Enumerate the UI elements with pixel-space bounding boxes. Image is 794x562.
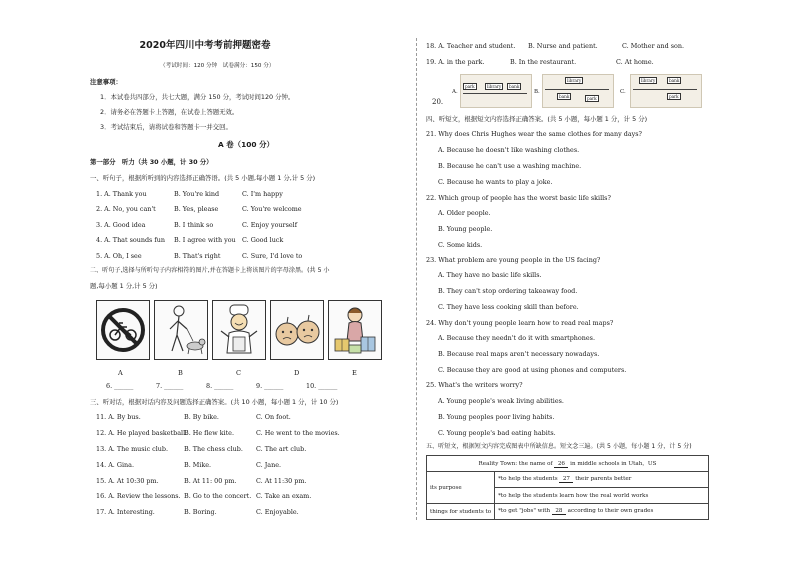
q19-b: B. In the restaurant. xyxy=(510,58,577,66)
q4-a: 4. A. That sounds fun xyxy=(96,236,165,244)
notice-3: 3．考试结束后，请将试卷和答题卡一并交回。 xyxy=(100,123,232,131)
section5-instruction: 五、听短文，根据短文内容完成图表中所缺信息。短文念三遍。(共 5 小题，每小题 1 分，计 5 分) xyxy=(426,443,692,450)
picture-letter-e: E xyxy=(352,369,357,377)
q24-option-a: A. Because they needn't do it with smartphones. xyxy=(438,334,595,342)
q17-a: 17. A. Interesting. xyxy=(96,508,155,516)
left-column xyxy=(90,0,408,562)
section4-instruction: 四、听短文，根据短文内容选择正确答案。(共 5 小题，每小题 1 分，计 5 分) xyxy=(426,115,648,123)
q1-a: 1. A. Thank you xyxy=(96,190,147,198)
q24-option-b: B. Because real maps aren't necessary nowadays. xyxy=(438,350,600,358)
answer-blank-8[interactable]: 8. ______ xyxy=(206,382,234,390)
part1-heading: 第一部分 听力（共 30 小题，计 30 分） xyxy=(90,158,213,166)
q3-a: 3. A. Good idea xyxy=(96,221,146,229)
map-a-library: library xyxy=(487,84,502,89)
q2-b: B. Yes, please xyxy=(174,205,219,213)
q15-a: 15. A. At 10:30 pm. xyxy=(96,477,159,485)
q24-option-c: C. Because they are good at using phones and computers. xyxy=(438,366,627,374)
q23-option-a: A. They have no basic life skills. xyxy=(438,271,542,279)
q25-question: 25. What's the writers worry? xyxy=(426,381,523,389)
map-c-label: C. xyxy=(620,89,626,95)
right-column xyxy=(426,0,716,562)
purpose-line-2-cell: *to help the students learn how the real world works xyxy=(495,488,709,504)
q2-c: C. You're welcome xyxy=(242,205,302,213)
man-walking-dog-picture xyxy=(154,300,208,360)
q19-c: C. At home. xyxy=(616,58,654,66)
q25-option-a: A. Young people's weak living abilities. xyxy=(438,397,564,405)
q18-c: C. Mother and son. xyxy=(622,42,684,50)
q18-b: B. Nurse and patient. xyxy=(528,42,598,50)
q5-b: B. That's right xyxy=(174,252,221,260)
q4-b: B. I agree with you xyxy=(174,236,236,244)
q21-option-b: B. Because he can't use a washing machine. xyxy=(438,162,582,170)
volume-a-heading: A 卷（100 分） xyxy=(218,140,274,149)
q3-b: B. I think so xyxy=(174,221,214,229)
q14-c: C. Jane. xyxy=(256,461,282,469)
chef-icon xyxy=(213,301,265,359)
table-title-post: in middle schools in Utah，US xyxy=(570,461,657,467)
section3-instruction: 三、听对话，根据对话内容及问题选择正确答案。(共 10 小题，每小题 1 分，计 10 分) xyxy=(90,398,339,406)
q18-a: 18. A. Teacher and student. xyxy=(426,42,516,50)
q25-option-c: C. Young people's bad eating habits. xyxy=(438,429,556,437)
purpose-label-cell: its purpose xyxy=(427,472,495,504)
q1-c: C. I'm happy xyxy=(242,190,283,198)
picture-letter-b: B xyxy=(178,369,183,377)
q19-a: 19. A. in the park. xyxy=(426,58,485,66)
notice-1: 1．本试卷共四部分，共七大题，满分 150 分，考试时间120 分钟。 xyxy=(100,93,295,101)
q23-option-b: B. They can't stop ordering takeaway food. xyxy=(438,287,578,295)
walking-dog-icon xyxy=(155,301,207,359)
table-row xyxy=(427,504,709,520)
no-bicycle-icon xyxy=(97,301,149,359)
map-b-library: library xyxy=(567,78,582,83)
exam-title: 2020年四川中考考前押题密卷 xyxy=(139,40,271,51)
q14-a: 14. A. Gina. xyxy=(96,461,134,469)
answer-blank-7[interactable]: 7. ______ xyxy=(156,382,184,390)
q5-c: C. Sure, I'd love to xyxy=(242,252,303,260)
map-c-bank: bank xyxy=(669,78,680,83)
gifts-icon xyxy=(329,301,381,359)
q16-b: B. Go to the concert. xyxy=(184,492,252,500)
q21-option-c: C. Because he wants to play a joke. xyxy=(438,178,553,186)
q15-c: C. At 11:30 pm. xyxy=(256,477,307,485)
map-b xyxy=(542,74,614,108)
answer-blank-10[interactable]: 10. ______ xyxy=(306,382,338,390)
q4-c: C. Good luck xyxy=(242,236,284,244)
section2-instruction-2: 题,每小题 1 分,计 5 分) xyxy=(90,282,158,290)
map-b-park: park xyxy=(587,96,597,101)
q16-c: C. Take an exam. xyxy=(256,492,312,500)
q17-c: C. Enjoyable. xyxy=(256,508,299,516)
map-a-label: A. xyxy=(452,89,458,95)
exam-meta: （考试时间：120 分钟 试卷满分：150 分） xyxy=(160,63,275,69)
table-title-cell xyxy=(427,456,709,472)
section2-instruction-1: 二、听句子,选择与所听句子内容相符的图片,并在答题卡上将该图片的字母涂黑。(共 5 小 xyxy=(90,267,330,274)
map-c-park: park xyxy=(669,94,679,99)
q25-option-b: B. Young peoples poor living habits. xyxy=(438,413,555,421)
purpose-line-1-pre: *to help the students xyxy=(498,476,558,482)
q15-b: B. At 11: 00 pm. xyxy=(184,477,237,485)
purpose-line-1-cell xyxy=(495,472,709,488)
q12-a: 12. A. He played basketball. xyxy=(96,429,188,437)
map-a-park: park xyxy=(465,84,475,89)
section1-instruction: 一、听句子，根据所听到的内容选择正确答语。(共 5 小题,每小题 1 分,计 5 分) xyxy=(90,174,316,182)
q5-a: 5. A. Oh, I see xyxy=(96,252,142,260)
q22-option-b: B. Young people. xyxy=(438,225,493,233)
table-title-pre: Reality Town: the name of xyxy=(478,461,553,467)
things-line-pre: *to get "jobs" with xyxy=(498,508,551,514)
q24-question: 24. Why don't young people learn how to read real maps? xyxy=(426,319,614,327)
q16-a: 16. A. Review the lessons. xyxy=(96,492,181,500)
q22-question: 22. Which group of people has the worst basic life skills? xyxy=(426,194,611,202)
crying-apples-picture xyxy=(270,300,324,360)
q13-a: 13. A. The music club. xyxy=(96,445,169,453)
answer-blank-9[interactable]: 9. ______ xyxy=(256,382,284,390)
answer-blank-27[interactable]: 27 xyxy=(559,476,573,483)
q1-b: B. You're kind xyxy=(174,190,220,198)
answer-blank-6[interactable]: 6. ______ xyxy=(106,382,134,390)
answer-blank-28[interactable]: 28 xyxy=(552,508,566,515)
purpose-line-1-post: their parents better xyxy=(575,476,632,482)
map-a-bank: bank xyxy=(509,84,520,89)
q11-b: B. By bike. xyxy=(184,413,219,421)
q21-option-a: A. Because he doesn't like washing clothes. xyxy=(438,146,580,154)
q13-b: B. The chess club. xyxy=(184,445,243,453)
notice-heading: 注意事项： xyxy=(90,78,122,86)
picture-letter-d: D xyxy=(294,369,300,377)
q11-c: C. On foot. xyxy=(256,413,291,421)
q22-option-c: C. Some kids. xyxy=(438,241,483,249)
q23-question: 23. What problem are young people in the US facing? xyxy=(426,256,601,264)
q22-option-a: A. Older people. xyxy=(438,209,491,217)
map-b-bank: bank xyxy=(559,94,570,99)
things-label-cell: things for students to xyxy=(427,504,495,520)
q12-b: B. He flew kite. xyxy=(184,429,234,437)
q23-option-c: C. They have less cooking skill than before. xyxy=(438,303,579,311)
q3-c: C. Enjoy yourself xyxy=(242,221,298,229)
things-line-post: according to their own grades xyxy=(567,508,654,514)
table-row xyxy=(427,472,709,488)
q2-a: 2. A. No, you can't xyxy=(96,205,156,213)
picture-letter-a: A xyxy=(118,369,123,377)
apple-faces-icon xyxy=(271,301,323,359)
notice-2: 2．请务必在答题卡上答题，在试卷上答题无效。 xyxy=(100,108,239,116)
table-row xyxy=(427,456,709,472)
picture-letter-c: C xyxy=(236,369,242,377)
q21-question: 21. Why does Chris Hughes wear the same clothes for many days? xyxy=(426,130,642,138)
q12-c: C. He went to the movies. xyxy=(256,429,340,437)
q14-b: B. Mike. xyxy=(184,461,212,469)
map-a xyxy=(460,74,532,108)
map-c xyxy=(630,74,702,108)
map-b-label: B. xyxy=(534,89,540,95)
info-table xyxy=(426,455,709,520)
q20-number: 20. xyxy=(432,98,444,106)
q13-c: C. The art club. xyxy=(256,445,307,453)
cook-picture xyxy=(212,300,266,360)
girl-with-gifts-picture xyxy=(328,300,382,360)
answer-blank-26[interactable]: 26 xyxy=(554,461,568,468)
q11-a: 11. A. By bus. xyxy=(96,413,141,421)
column-divider xyxy=(416,38,417,520)
map-c-library: library xyxy=(641,78,656,83)
things-line-cell xyxy=(495,504,709,520)
no-cycling-sign-picture xyxy=(96,300,150,360)
q17-b: B. Boring. xyxy=(184,508,217,516)
